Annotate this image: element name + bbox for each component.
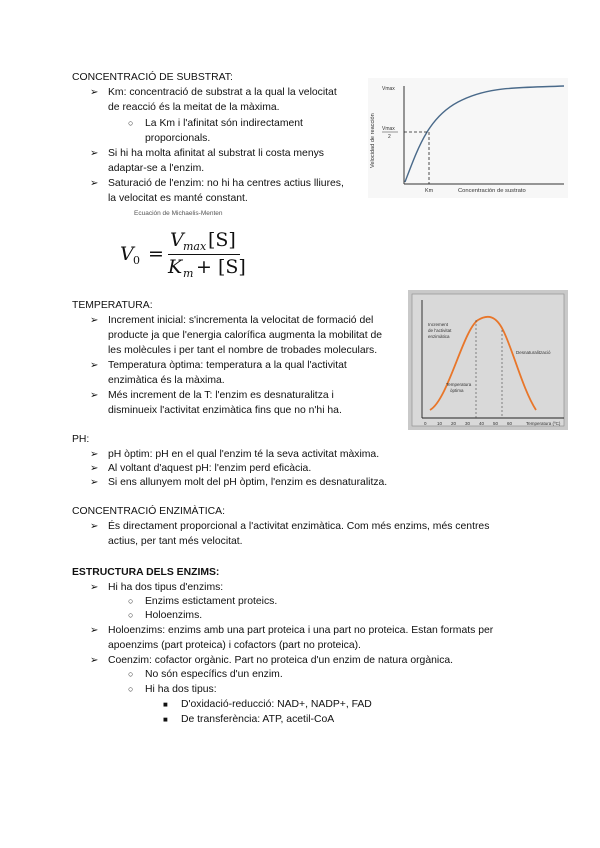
section-title-structure: ESTRUCTURA DELS ENZIMS: [72, 567, 220, 578]
arrow-bullet: ➢ [90, 390, 99, 401]
arrow-bullet: ➢ [90, 521, 99, 532]
km-definition-line1: Km: concentració de substrat a la qual la velocitat [108, 87, 337, 98]
tick-60: 60 [507, 421, 513, 426]
increment-line1: Increment inicial: s'incrementa la velocitat de formació del [108, 315, 374, 326]
half-vmax-label: Vmax [382, 126, 395, 132]
x-axis-label: Concentración de sustrato [458, 188, 526, 194]
formula-caption: Ecuación de Michaelis-Menten [134, 210, 223, 217]
tick-20: 20 [451, 421, 457, 426]
optimal-temp-line1: Temperatura òptima: temperatura a la qual l'activitat [108, 360, 347, 371]
arrow-bullet: ➢ [90, 315, 99, 326]
increment-label-2: de l'activitat [428, 328, 452, 333]
vmax-label: Vmax [382, 86, 395, 92]
arrow-bullet: ➢ [90, 178, 99, 189]
formula-den-rest: + [S] [196, 256, 246, 278]
circle-bullet: ○ [128, 596, 134, 606]
ph-far: Si ens allunyem molt del pH òptim, l'enzim es desnaturalitza. [108, 477, 388, 488]
ph-around: Al voltant d'aquest pH: l'enzim perd eficàcia. [108, 463, 312, 474]
y-axis-label: Velocidad de reacción [370, 113, 376, 168]
fraction-bar [168, 254, 240, 255]
coenzyme-not-specific: No són específics d'un enzim. [145, 669, 283, 680]
formula-lhs-v: V [120, 243, 134, 265]
arrow-bullet: ➢ [90, 463, 99, 474]
arrow-bullet: ➢ [90, 477, 99, 488]
km-affinity-line2: proporcionals. [145, 133, 211, 144]
circle-bullet: ○ [128, 118, 134, 128]
affinity-line2: adaptar-se a l'enzim. [108, 163, 205, 174]
optimum-label-1: Temperatura [446, 382, 472, 387]
arrow-bullet: ➢ [90, 87, 99, 98]
tick-0: 0 [424, 421, 427, 426]
optimum-label-2: òptima [450, 388, 464, 393]
formula-num-v: V [170, 229, 184, 251]
affinity-line1: Si hi ha molta afinitat al substrat li costa menys [108, 148, 324, 159]
temperature-activity-graph [408, 290, 568, 430]
michaelis-menten-graph [368, 78, 568, 198]
formula-den-sub: m [183, 267, 194, 280]
tick-40: 40 [479, 421, 485, 426]
square-bullet: ■ [163, 715, 168, 724]
tick-50: 50 [493, 421, 499, 426]
optimal-temp-line2: enzimàtica és la màxima. [108, 375, 225, 386]
saturation-line1: Saturació de l'enzim: no hi ha centres actius lliures, [108, 178, 344, 189]
section-title-temperatura: TEMPERATURA: [72, 300, 153, 311]
arrow-bullet: ➢ [90, 449, 99, 460]
more-temp-line2: disminueix l'activitat enzimàtica fins que no n'hi ha. [108, 405, 342, 416]
circle-bullet: ○ [128, 669, 134, 679]
formula-den-k: K [168, 256, 183, 278]
section-title-ph: PH: [72, 434, 90, 445]
section-title-substrat: CONCENTRACIÓ DE SUBSTRAT: [72, 72, 233, 83]
michaelis-menten-formula [120, 226, 280, 282]
arrow-bullet: ➢ [90, 582, 99, 593]
section-title-enzyme-concentration: CONCENTRACIÓ ENZIMÀTICA: [72, 506, 225, 517]
enzyme-concentration-line1: És directament proporcional a l'activitat enzimàtica. Com més enzims, més centres [108, 521, 490, 532]
denaturation-label: Desnaturalització [516, 350, 551, 355]
arrow-bullet: ➢ [90, 148, 99, 159]
enzyme-type-holoenzyme: Holoenzims. [145, 610, 203, 621]
formula-equals: = [148, 243, 164, 265]
square-bullet: ■ [163, 700, 168, 709]
holoenzyme-line2: apoenzims (part proteica) i cofactors (part no proteica). [108, 640, 361, 651]
x-axis-label: Temperatura (ºC) [526, 421, 561, 426]
increment-line2: producte ja que l'energia calorífica augmenta la mobilitat de [108, 330, 383, 341]
holoenzyme-line1: Holoenzims: enzims amb una part proteica i una part no proteica. Estan formats per [108, 625, 494, 636]
more-temp-line1: Més increment de la T: l'enzim es desnaturalitza i [108, 390, 334, 401]
enzyme-concentration-line2: actius, per tant més velocitat. [108, 536, 243, 547]
km-label: Km [425, 188, 434, 194]
arrow-bullet: ➢ [90, 625, 99, 636]
enzyme-type-proteic: Enzims estictament proteics. [145, 596, 278, 607]
enzyme-types: Hi ha dos tipus d'enzims: [108, 582, 224, 593]
circle-bullet: ○ [128, 610, 134, 620]
coenzyme-transfer: De transferència: ATP, acetil-CoA [181, 714, 335, 725]
increment-label-1: Increment [428, 322, 449, 327]
increment-line3: les molècules i per tant el nombre de trobades moleculars. [108, 345, 378, 356]
km-definition-line2: de reacció és la meitat de la màxima. [108, 102, 280, 113]
coenzyme-redox: D'oxidació-reducció: NAD+, NADP+, FAD [181, 699, 372, 710]
formula-num-s: [S] [208, 229, 236, 251]
coenzyme-definition: Coenzim: cofactor orgànic. Part no proteica d'un enzim de natura orgànica. [108, 655, 454, 666]
tick-30: 30 [465, 421, 471, 426]
formula-num-sub: max [183, 240, 207, 253]
ph-optimal: pH òptim: pH en el qual l'enzim té la seva activitat màxima. [108, 449, 380, 460]
circle-bullet: ○ [128, 684, 134, 694]
tick-10: 10 [437, 421, 443, 426]
saturation-line2: la velocitat es manté constant. [108, 193, 248, 204]
increment-label-3: enzimàtica [428, 334, 450, 339]
half-denominator: 2 [388, 134, 391, 140]
formula-lhs-sub: 0 [133, 254, 140, 267]
coenzyme-two-types: Hi ha dos tipus: [145, 684, 217, 695]
km-affinity-line1: La Km i l'afinitat són indirectament [145, 118, 303, 129]
arrow-bullet: ➢ [90, 655, 99, 666]
arrow-bullet: ➢ [90, 360, 99, 371]
